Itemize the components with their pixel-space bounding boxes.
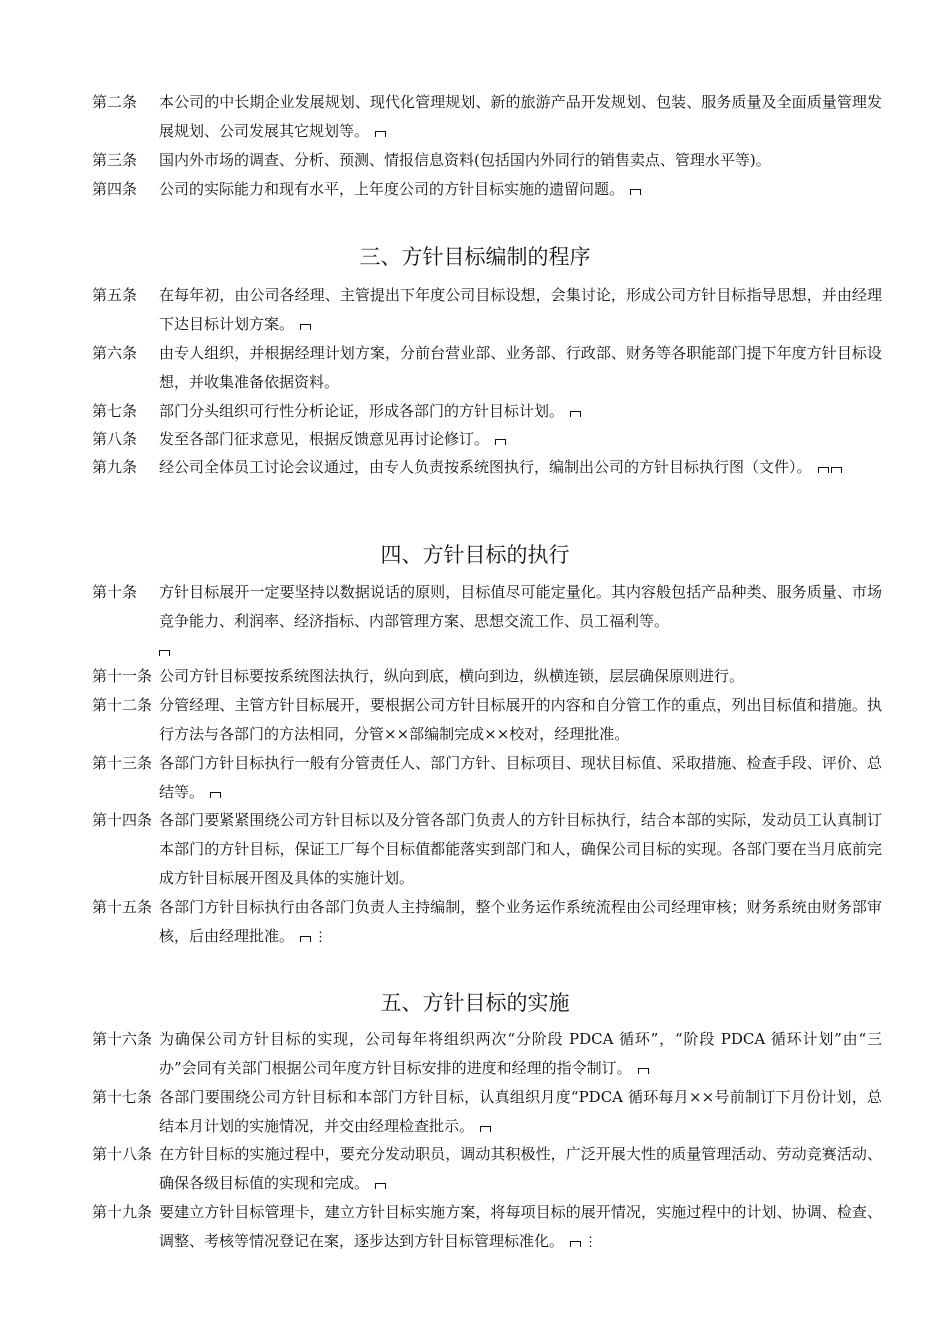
article-15 (92, 893, 882, 952)
article-18 (92, 1140, 882, 1198)
article-text: 公司方针目标要按系统图法执行，纵向到底，横向到边，纵横连锁，层层确保原则进行。 (159, 667, 745, 685)
article-text: 发至各部门征求意见，根据反馈意见再讨论修订。 (159, 425, 882, 454)
article-text: 分管经理、主管方针目标展开，要根据公司方针目标展开的内容和自分管工作的重点，列出目标值和措施。执行方法与各部门的方法相同，分管××部编制完成××校对，经理批准。 (159, 696, 882, 743)
article-label: 第六条 (92, 344, 138, 362)
paragraph-mark-icon (210, 792, 221, 798)
paragraph-mark-icon (159, 650, 170, 656)
article-text: 国内外市场的调查、分析、预测、情报信息资料(包括国内外同行的销售卖点、管理水平等)。 (159, 151, 771, 169)
vertical-ellipsis-icon: ⋮ (584, 1235, 598, 1250)
article-text: 本公司的中长期企业发展规划、现代化管理规划、新的旅游产品开发规划、包装、服务质量及全面质量管理发展规划、公司发展其它规划等。 (159, 93, 882, 140)
article-label: 第十三条 (92, 754, 153, 772)
article-19 (92, 1198, 882, 1257)
article-text: 由专人组织，并根据经理计划方案，分前台营业部、业务部、行政部、财务等各职能部门提下年度方针目标设想，并收集准备依据资料。 (159, 344, 882, 391)
article-label: 第十八条 (92, 1145, 153, 1163)
article-12 (92, 691, 882, 749)
paragraph-mark-icon (495, 439, 506, 445)
article-text: 在方针目标的实施过程中，要充分发动职员，调动其积极性，广泛开展大性的质量管理活动、劳动竞赛活动、确保各级目标值的实现和完成。 (159, 1145, 882, 1192)
article-4 (92, 175, 882, 204)
article-label: 第十五条 (92, 898, 153, 916)
article-text: 各部门方针目标执行一般有分管责任人、部门方针、目标项目、现状目标值、采取措施、检查手段、评价、总结等。 (159, 754, 882, 801)
paragraph-mark-icon (375, 1183, 386, 1189)
article-label: 第四条 (92, 180, 138, 198)
article-text: 部门分头组织可行性分析论证，形成各部门的方针目标计划。 (159, 397, 882, 426)
article-2 (92, 88, 882, 146)
article-text: 经公司全体员工讨论会议通过，由专人负责按系统图执行，编制出公司的方针目标执行图（文件）。 (159, 453, 882, 482)
paragraph-mark-icon (300, 936, 311, 942)
article-text: 为确保公司方针目标的实现，公司每年将组织两次“分阶段 PDCA 循环”，“阶段 PDCA 循环计划”由“三办”会同有关部门根据公司年度方针目标安排的进度和经理的指令制订。 (159, 1030, 882, 1077)
article-6 (92, 339, 882, 397)
article-text: 各部门方针目标执行由各部门负责人主持编制，整个业务运作系统流程由公司经理审核；财务系统由财务部审核，后由经理批准。 ⋮ (159, 893, 882, 952)
article-text: 要建立方针目标管理卡，建立方针目标实施方案，将每项目标的展开情况，实施过程中的计划、协调、检查、调整、考核等情况登记在案，逐步达到方针目标管理标准化。 ⋮ (159, 1198, 882, 1257)
article-8 (92, 425, 882, 454)
article-5 (92, 281, 882, 339)
article-label: 第十六条 (92, 1030, 153, 1048)
paragraph-mark-icon (300, 324, 311, 330)
article-label: 第五条 (92, 286, 138, 304)
section-heading-3: 三、方针目标编制的程序 (359, 245, 591, 269)
paragraph-mark-icon (480, 1126, 491, 1132)
article-7 (92, 397, 882, 426)
article-label: 第二条 (92, 93, 138, 111)
article-label: 第十二条 (92, 696, 153, 714)
paragraph-mark-icon (570, 411, 581, 417)
article-9 (92, 453, 882, 482)
article-label: 第十七条 (92, 1088, 153, 1106)
article-16 (92, 1025, 882, 1083)
paragraph-mark-icon (630, 189, 641, 195)
article-text: 各部门要围绕公司方针目标和本部门方针目标，认真组织月度“PDCA 循环每月××号前制订下月份计划，总结本月计划的实施情况，并交由经理检查批示。 (159, 1088, 882, 1135)
article-13 (92, 749, 882, 807)
article-10 (92, 578, 882, 665)
article-text: 在每年初，由公司各经理、主管提出下年度公司目标设想，会集讨论，形成公司方针目标指导思想，并由经理下达目标计划方案。 (159, 286, 882, 333)
article-text: 公司的实际能力和现有水平，上年度公司的方针目标实施的遗留问题。 (159, 175, 882, 204)
section-heading-4: 四、方针目标的执行 (380, 543, 570, 567)
article-label: 第十条 (92, 583, 138, 601)
paragraph-mark-icon (375, 131, 386, 137)
paragraph-mark-icon (831, 467, 842, 473)
article-3 (92, 146, 882, 175)
paragraph-mark-icon (570, 1241, 581, 1247)
article-label: 第十一条 (92, 667, 153, 685)
paragraph-mark-icon (638, 1068, 649, 1074)
article-label: 第八条 (92, 430, 138, 448)
paragraph-mark-icon (818, 467, 829, 473)
article-label: 第九条 (92, 458, 138, 476)
article-label: 第十四条 (92, 811, 153, 829)
vertical-ellipsis-icon: ⋮ (314, 930, 328, 945)
article-label: 第三条 (92, 151, 138, 169)
article-text: 各部门要紧紧围绕公司方针目标以及分管各部门负责人的方针目标执行，结合本部的实际，发动员工认真制订本部门的方针目标，保证工厂每个目标值都能落实到部门和人，确保公司目标的实现。各部门要在当月底前完成方针目标展开图及具体的实施计划。 (159, 811, 882, 887)
article-17 (92, 1083, 882, 1141)
article-label: 第十九条 (92, 1203, 153, 1221)
article-11 (92, 662, 882, 691)
section-heading-5: 五、方针目标的实施 (380, 991, 570, 1015)
article-label: 第七条 (92, 402, 138, 420)
article-text: 方针目标展开一定要坚持以数据说话的原则，目标值尽可能定量化。其内容般包括产品种类、服务质量、市场竞争能力、利润率、经济指标、内部管理方案、思想交流工作、员工福利等。 (159, 578, 882, 665)
article-14 (92, 806, 882, 893)
